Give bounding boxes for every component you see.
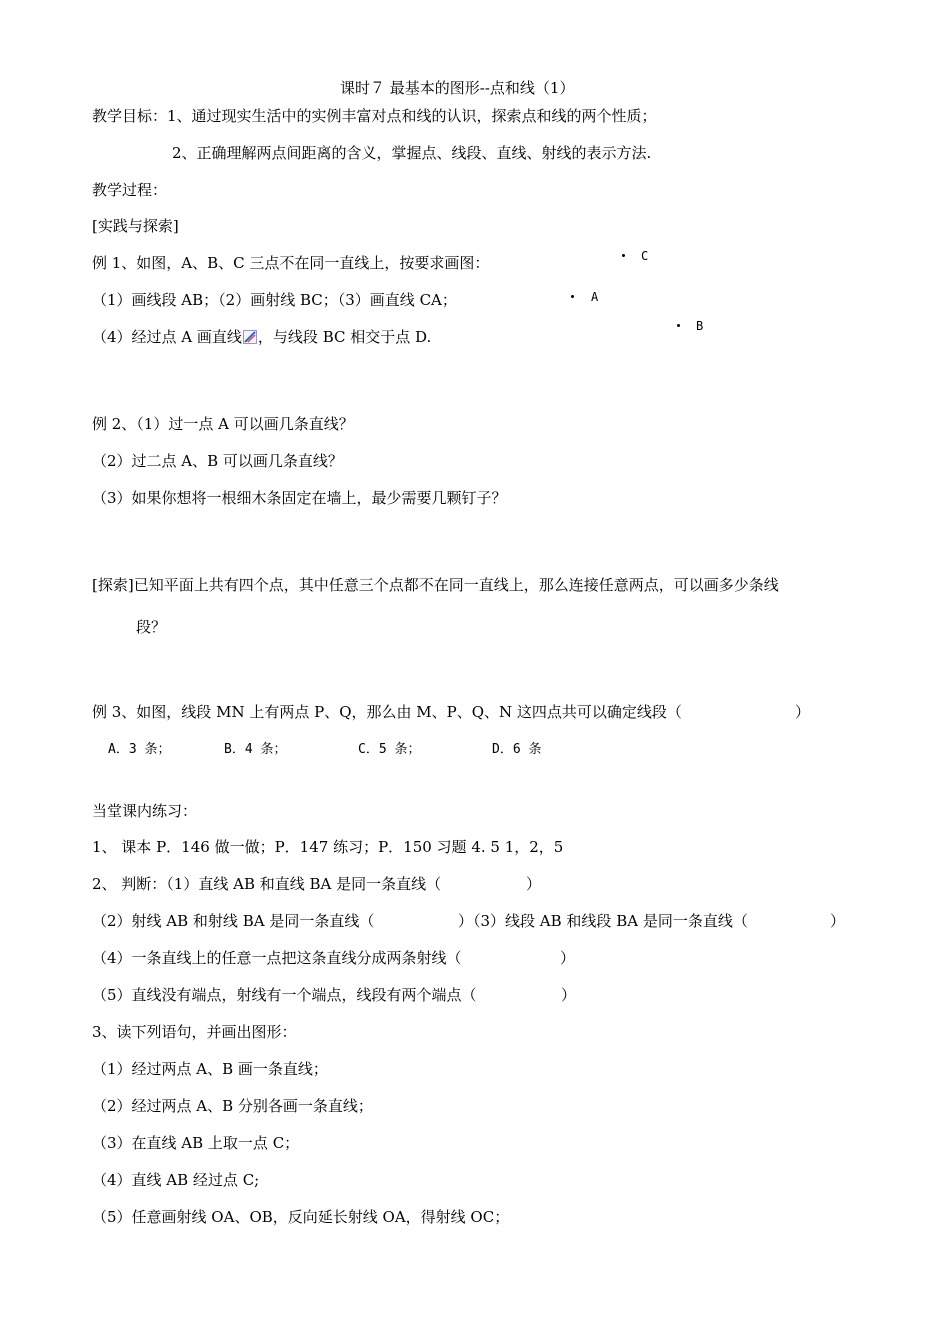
- exercise-item-1: 1、 课本 P．146 做一做；P．147 练习；P．150 习题 4. 5 1，2，5: [92, 838, 564, 856]
- objective-line-2: 2、正确理解两点间距离的含义，掌握点、线段、直线、射线的表示方法.: [172, 144, 652, 162]
- page-title: 课时７ 最基本的图形--点和线（1）: [340, 79, 575, 97]
- point-b-label: B: [696, 319, 704, 333]
- example3-question: 例 3、如图，线段 MN 上有两点 P、Q，那么由 M、P、Q、N 这四点共可以确定线段（: [92, 703, 682, 721]
- example1-line2: （1）画线段 AB；（2）画射线 BC；（3）画直线 CA；: [92, 291, 457, 309]
- exercise-item-2b-close2: ）: [830, 912, 846, 930]
- objective-line-1: 教学目标：1、通过现实生活中的实例丰富对点和线的认识，探索点和线的两个性质；: [92, 107, 657, 125]
- practice-heading: [实践与探索]: [92, 217, 179, 235]
- exercise-item-2c: （4）一条直线上的任意一点把这条直线分成两条射线（: [92, 949, 462, 967]
- example3-option-b: B．4 条；: [224, 742, 287, 757]
- point-c-dot: [622, 254, 625, 257]
- exercise-item-3-4: （4）直线 AB 经过点 C;: [92, 1171, 260, 1189]
- example1-line3: [92, 327, 431, 347]
- exercise-item-3-5: （5）任意画射线 OA、OB，反向延长射线 OA，得射线 OC；: [92, 1208, 510, 1226]
- exercise-item-2c-close: ）: [560, 949, 576, 967]
- point-a-dot: [571, 295, 574, 298]
- process-heading: 教学过程：: [92, 181, 168, 199]
- explore-line-2: 段？: [136, 618, 167, 636]
- exercise-item-3-2: （2）经过两点 A、B 分别各画一条直线；: [92, 1097, 373, 1115]
- exercise-item-2b-close: ）（3）线段 AB 和线段 BA 是同一条直线（: [458, 912, 748, 930]
- line-symbol-icon: [243, 330, 257, 344]
- exercise-item-2d-close: ）: [561, 986, 577, 1004]
- example2-q3: （3）如果你想将一根细木条固定在墙上，最少需要几颗钉子？: [92, 489, 507, 507]
- example1-intro: 例 1、如图，A、B、C 三点不在同一直线上，按要求画图：: [92, 254, 490, 272]
- exercise-item-3: 3、读下列语句，并画出图形：: [92, 1023, 297, 1041]
- example2-q1: 例 2、（1）过一点 A 可以画几条直线？: [92, 415, 354, 433]
- exercise-item-2a-close: ）: [526, 875, 542, 893]
- exercise-item-2d: （5）直线没有端点，射线有一个端点，线段有两个端点（: [92, 986, 477, 1004]
- example1-line3-b: ，与线段 BC 相交于点 D.: [257, 328, 432, 346]
- example3-option-c: C．5 条；: [358, 742, 421, 757]
- example2-q2: （2）过二点 A、B 可以画几条直线？: [92, 452, 343, 470]
- point-c-label: C: [641, 249, 649, 263]
- example3-option-d: D．6 条: [492, 742, 542, 757]
- example3-close: ）: [795, 703, 811, 721]
- exercise-item-3-3: （3）在直线 AB 上取一点 C；: [92, 1134, 300, 1152]
- exercise-item-3-1: （1）经过两点 A、B 画一条直线；: [92, 1060, 328, 1078]
- exercise-item-2a: 2、 判断：（1）直线 AB 和直线 BA 是同一条直线（: [92, 875, 442, 893]
- exercise-heading: 当堂课内练习：: [92, 802, 198, 820]
- explore-line-1: [探索]已知平面上共有四个点，其中任意三个点都不在同一直线上，那么连接任意两点，可以画多少条线: [92, 576, 779, 594]
- example3-option-a: A．3 条；: [108, 742, 171, 757]
- point-b-dot: [677, 324, 680, 327]
- point-a-label: A: [591, 290, 599, 304]
- exercise-item-2b: （2）射线 AB 和射线 BA 是同一条直线（: [92, 912, 375, 930]
- example1-line3-a: （4）经过点 A 画直线: [92, 328, 242, 346]
